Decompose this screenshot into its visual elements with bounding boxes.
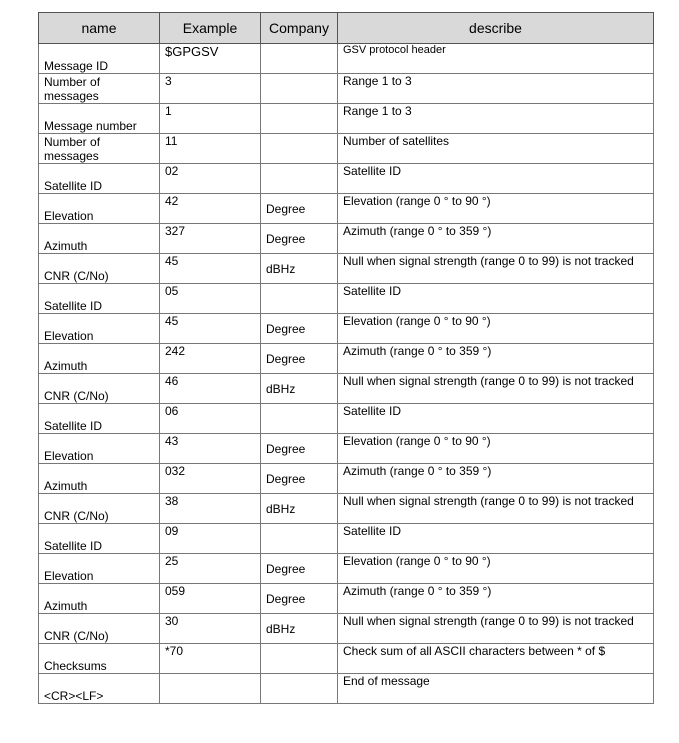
cell-company: Degree bbox=[261, 554, 338, 584]
cell-example: 45 bbox=[160, 254, 261, 284]
cell-describe: Azimuth (range 0 ° to 359 °) bbox=[338, 344, 654, 374]
cell-name: Elevation bbox=[39, 554, 160, 584]
cell-company: Degree bbox=[261, 194, 338, 224]
cell-name: CNR (C/No) bbox=[39, 254, 160, 284]
cell-company bbox=[261, 404, 338, 434]
table-row bbox=[39, 374, 654, 404]
cell-company bbox=[261, 104, 338, 134]
cell-company: dBHz bbox=[261, 254, 338, 284]
cell-example: 059 bbox=[160, 584, 261, 614]
header-name: name bbox=[39, 13, 160, 44]
cell-company: Degree bbox=[261, 464, 338, 494]
table-row bbox=[39, 524, 654, 554]
cell-company: dBHz bbox=[261, 614, 338, 644]
cell-name: Satellite ID bbox=[39, 284, 160, 314]
cell-company bbox=[261, 164, 338, 194]
gsv-protocol-table bbox=[38, 12, 654, 704]
cell-name: Message number bbox=[39, 104, 160, 134]
cell-example: 3 bbox=[160, 74, 261, 104]
table-row bbox=[39, 644, 654, 674]
cell-example: 46 bbox=[160, 374, 261, 404]
cell-describe: Azimuth (range 0 ° to 359 °) bbox=[338, 464, 654, 494]
header-row bbox=[39, 13, 654, 44]
cell-name: Satellite ID bbox=[39, 404, 160, 434]
cell-example: 09 bbox=[160, 524, 261, 554]
table-row bbox=[39, 254, 654, 284]
cell-example: 02 bbox=[160, 164, 261, 194]
cell-describe: Null when signal strength (range 0 to 99) is not tracked bbox=[338, 494, 654, 524]
table-row bbox=[39, 434, 654, 464]
table-row bbox=[39, 494, 654, 524]
cell-example: 42 bbox=[160, 194, 261, 224]
cell-describe: End of message bbox=[338, 674, 654, 704]
cell-describe: Elevation (range 0 ° to 90 °) bbox=[338, 434, 654, 464]
table-row bbox=[39, 314, 654, 344]
cell-name: Message ID bbox=[39, 44, 160, 74]
table-row bbox=[39, 74, 654, 104]
table-row bbox=[39, 584, 654, 614]
table-row bbox=[39, 404, 654, 434]
cell-name: Azimuth bbox=[39, 584, 160, 614]
header-describe: describe bbox=[338, 13, 654, 44]
cell-example: 11 bbox=[160, 134, 261, 164]
cell-name: Satellite ID bbox=[39, 164, 160, 194]
cell-example: 032 bbox=[160, 464, 261, 494]
table-row bbox=[39, 104, 654, 134]
cell-describe: Null when signal strength (range 0 to 99) is not tracked bbox=[338, 374, 654, 404]
cell-example bbox=[160, 674, 261, 704]
cell-name: Satellite ID bbox=[39, 524, 160, 554]
cell-describe: Satellite ID bbox=[338, 164, 654, 194]
table-row bbox=[39, 554, 654, 584]
cell-example: 25 bbox=[160, 554, 261, 584]
cell-example: 38 bbox=[160, 494, 261, 524]
cell-example: 242 bbox=[160, 344, 261, 374]
cell-describe: Azimuth (range 0 ° to 359 °) bbox=[338, 584, 654, 614]
cell-company bbox=[261, 284, 338, 314]
table-body bbox=[39, 44, 654, 704]
cell-name: Checksums bbox=[39, 644, 160, 674]
table-row bbox=[39, 674, 654, 704]
cell-example: 30 bbox=[160, 614, 261, 644]
cell-example: 327 bbox=[160, 224, 261, 254]
cell-company bbox=[261, 674, 338, 704]
cell-describe: Elevation (range 0 ° to 90 °) bbox=[338, 314, 654, 344]
cell-describe: Satellite ID bbox=[338, 524, 654, 554]
cell-name: Number of messages bbox=[39, 134, 160, 164]
table-row bbox=[39, 284, 654, 314]
cell-company: Degree bbox=[261, 314, 338, 344]
cell-company bbox=[261, 134, 338, 164]
cell-name: Elevation bbox=[39, 194, 160, 224]
cell-describe: Satellite ID bbox=[338, 284, 654, 314]
table-row bbox=[39, 44, 654, 74]
table-row bbox=[39, 134, 654, 164]
cell-company: Degree bbox=[261, 584, 338, 614]
cell-company: dBHz bbox=[261, 494, 338, 524]
cell-example: 45 bbox=[160, 314, 261, 344]
cell-example: 1 bbox=[160, 104, 261, 134]
header-company: Company bbox=[261, 13, 338, 44]
cell-company: dBHz bbox=[261, 374, 338, 404]
cell-example: *70 bbox=[160, 644, 261, 674]
cell-company bbox=[261, 74, 338, 104]
cell-company bbox=[261, 524, 338, 554]
cell-name: Number of messages bbox=[39, 74, 160, 104]
cell-name: <CR><LF> bbox=[39, 674, 160, 704]
cell-name: CNR (C/No) bbox=[39, 494, 160, 524]
table-row bbox=[39, 614, 654, 644]
cell-name: Azimuth bbox=[39, 464, 160, 494]
cell-describe: Elevation (range 0 ° to 90 °) bbox=[338, 554, 654, 584]
cell-example: 43 bbox=[160, 434, 261, 464]
table-row bbox=[39, 464, 654, 494]
cell-describe: GSV protocol header bbox=[338, 44, 654, 74]
cell-describe: Null when signal strength (range 0 to 99) is not tracked bbox=[338, 614, 654, 644]
cell-name: CNR (C/No) bbox=[39, 374, 160, 404]
header-example: Example bbox=[160, 13, 261, 44]
cell-describe: Satellite ID bbox=[338, 404, 654, 434]
cell-describe: Check sum of all ASCII characters between * of $ bbox=[338, 644, 654, 674]
cell-name: Azimuth bbox=[39, 224, 160, 254]
table-row bbox=[39, 194, 654, 224]
cell-company: Degree bbox=[261, 344, 338, 374]
cell-name: Azimuth bbox=[39, 344, 160, 374]
cell-example: 05 bbox=[160, 284, 261, 314]
cell-name: Elevation bbox=[39, 434, 160, 464]
cell-example: $GPGSV bbox=[160, 44, 261, 74]
cell-describe: Range 1 to 3 bbox=[338, 104, 654, 134]
cell-company bbox=[261, 44, 338, 74]
table-row bbox=[39, 164, 654, 194]
cell-describe: Elevation (range 0 ° to 90 °) bbox=[338, 194, 654, 224]
cell-name: CNR (C/No) bbox=[39, 614, 160, 644]
cell-describe: Number of satellites bbox=[338, 134, 654, 164]
table-row bbox=[39, 224, 654, 254]
cell-company: Degree bbox=[261, 434, 338, 464]
cell-describe: Range 1 to 3 bbox=[338, 74, 654, 104]
cell-example: 06 bbox=[160, 404, 261, 434]
cell-company: Degree bbox=[261, 224, 338, 254]
cell-company bbox=[261, 644, 338, 674]
cell-describe: Null when signal strength (range 0 to 99) is not tracked bbox=[338, 254, 654, 284]
table-row bbox=[39, 344, 654, 374]
cell-describe: Azimuth (range 0 ° to 359 °) bbox=[338, 224, 654, 254]
cell-name: Elevation bbox=[39, 314, 160, 344]
